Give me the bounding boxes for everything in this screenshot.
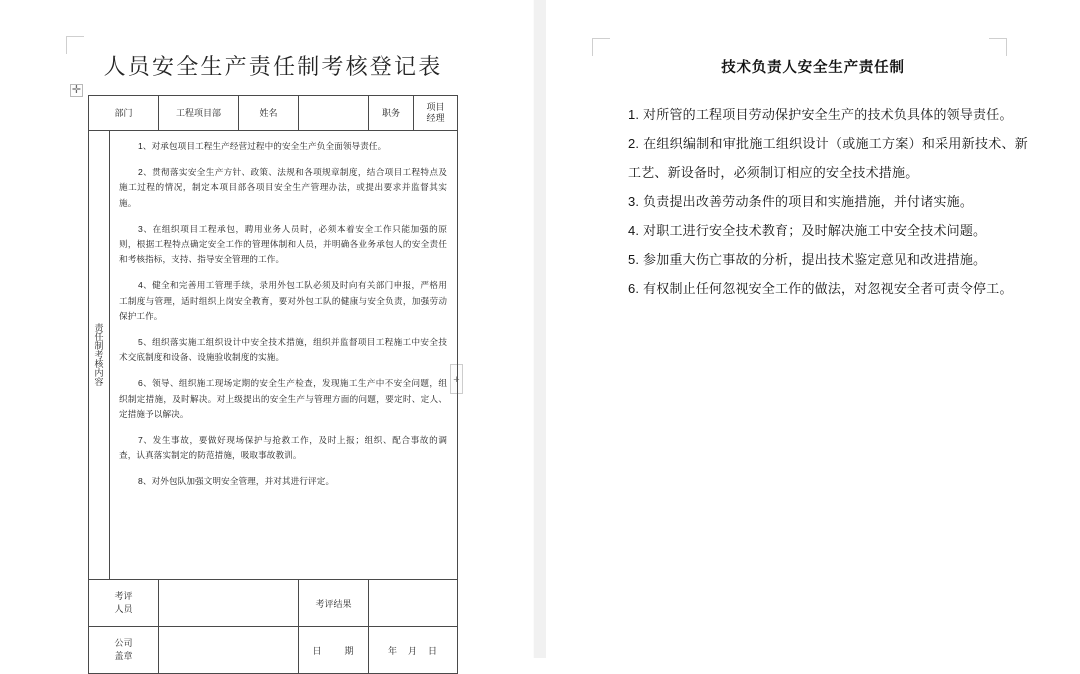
clause-item: 4、健全和完善用工管理手续，录用外包工队必须及时向有关部门申报，严格用工制度与管理，适时组织上岗安全教育，要对外包工队的健康与安全负责，加强劳动保护工作。 bbox=[119, 280, 448, 321]
vertical-char-6: 容 bbox=[94, 376, 104, 387]
clause-item: 2、贯彻落实安全生产方针、政策、法规和各项规章制度，结合项目工程特点及施工过程的情况，制定本项目部各项目安全生产管理办法，或提出要求并监督其实施。 bbox=[119, 167, 448, 208]
table-move-handle[interactable]: ✛ bbox=[71, 84, 82, 96]
vertical-char-0: 责 bbox=[94, 322, 104, 333]
list-item: 5. 参加重大伤亡事故的分析，提出技术鉴定意见和改进措施。 bbox=[628, 252, 987, 267]
table-resize-handle[interactable]: + bbox=[450, 364, 463, 394]
clause-item: 3、在组织项目工程承包，聘用业务人员时，必须本着安全工作只能加强的原则，根据工程特点确定安全工作的管理体制和人员，并明确各业务承包人的安全责任和考核指标，支持、指导安全管理的工作。 bbox=[119, 223, 448, 265]
table-row-content bbox=[89, 131, 458, 580]
cell-department-value[interactable]: 工程项目部 bbox=[159, 96, 239, 131]
position-value-line1: 项目 bbox=[426, 102, 445, 112]
list-item: 6. 有权制止任何忽视安全工作的做法，对忽视安全者可责令停工。 bbox=[628, 281, 1013, 296]
table-row-seal-date bbox=[89, 627, 458, 674]
cell-date-label[interactable] bbox=[299, 627, 369, 674]
vertical-char-2: 制 bbox=[94, 340, 104, 351]
cell-date-value[interactable] bbox=[369, 627, 458, 674]
margin-crop-mark-top-right bbox=[989, 38, 1007, 56]
section-title: 技术负责人安全生产责任制 bbox=[721, 60, 905, 76]
vertical-char-4: 核 bbox=[94, 358, 104, 369]
document-page-right bbox=[546, 0, 1080, 658]
vertical-char-5: 内 bbox=[94, 367, 104, 378]
table-row-reviewer bbox=[89, 580, 458, 627]
date-label-char1: 日 bbox=[312, 645, 323, 656]
cell-clause-body[interactable] bbox=[110, 131, 458, 580]
date-blanks bbox=[369, 644, 457, 657]
list-item: 2. 在组织编制和审批施工组织设计（或施工方案）和采用新技术、新工艺、新设备时，必须制订相应的安全技术措施。 bbox=[628, 136, 1028, 180]
cell-seal-label[interactable] bbox=[89, 627, 159, 674]
seal-label-line1: 公司 bbox=[114, 638, 133, 648]
cell-position-value[interactable] bbox=[414, 96, 458, 131]
vertical-char-1: 任 bbox=[94, 331, 104, 342]
margin-crop-mark-top-left bbox=[66, 36, 84, 54]
date-label-pair bbox=[299, 644, 368, 657]
vertical-char-3: 考 bbox=[94, 349, 104, 360]
list-item: 1. 对所管的工程项目劳动保护安全生产的技术负具体的领导责任。 bbox=[628, 107, 1013, 122]
page-title: 人员安全生产责任制考核登记表 bbox=[103, 54, 443, 79]
cell-name-label[interactable]: 姓名 bbox=[239, 96, 299, 131]
seal-label-line2: 盖章 bbox=[114, 651, 133, 661]
clause-item: 8、对外包队加强文明安全管理，并对其进行评定。 bbox=[138, 476, 335, 487]
cell-reviewer-value[interactable] bbox=[159, 580, 299, 627]
clause-item: 5、组织落实施工组织设计中安全技术措施，组织并监督项目工程施工中安全技术交底制度和设备、设施验收制度的实施。 bbox=[119, 337, 448, 363]
cell-seal-value[interactable] bbox=[159, 627, 299, 674]
reviewer-label-line1: 考评 bbox=[114, 591, 133, 601]
date-year-label: 年 bbox=[388, 645, 399, 656]
table-row-header bbox=[89, 96, 458, 131]
list-item: 4. 对职工进行安全技术教育；及时解决施工中安全技术问题。 bbox=[628, 223, 987, 238]
reviewer-label-line2: 人员 bbox=[114, 604, 133, 614]
date-day-label: 日 bbox=[428, 645, 439, 656]
clause-item: 1、对承包项目工程生产经营过程中的安全生产负全面领导责任。 bbox=[138, 141, 387, 151]
clause-item: 6、领导、组织施工现场定期的安全生产检查，发现施工生产中不安全问题，组织制定措施，及时解决。对上级提出的安全生产与管理方面的问题，要定时、定人、定措施予以解决。 bbox=[119, 378, 448, 419]
responsibility-item-list bbox=[628, 100, 1028, 303]
cell-position-label[interactable]: 职务 bbox=[369, 96, 414, 131]
document-page-left bbox=[0, 0, 533, 661]
clause-item: 7、发生事故，要做好现场保护与抢救工作，及时上报；组织、配合事故的调查，认真落实制定的防范措施，吸取事故教训。 bbox=[119, 435, 448, 461]
cell-result-value[interactable] bbox=[369, 580, 458, 627]
cell-result-label[interactable]: 考评结果 bbox=[299, 580, 369, 627]
cell-department-label[interactable]: 部门 bbox=[89, 96, 159, 131]
date-month-label: 月 bbox=[408, 645, 419, 656]
margin-crop-mark-top-left bbox=[592, 38, 610, 56]
responsibility-form-table bbox=[88, 95, 458, 674]
cell-reviewer-label[interactable] bbox=[89, 580, 159, 627]
cell-name-value[interactable] bbox=[299, 96, 369, 131]
cell-section-vertical-label bbox=[89, 131, 110, 580]
section-vertical-label-text bbox=[89, 324, 109, 387]
date-label-char2: 期 bbox=[344, 645, 355, 656]
list-item: 3. 负责提出改善劳动条件的项目和实施措施，并付诸实施。 bbox=[628, 194, 974, 209]
position-value-line2: 经理 bbox=[426, 113, 445, 123]
